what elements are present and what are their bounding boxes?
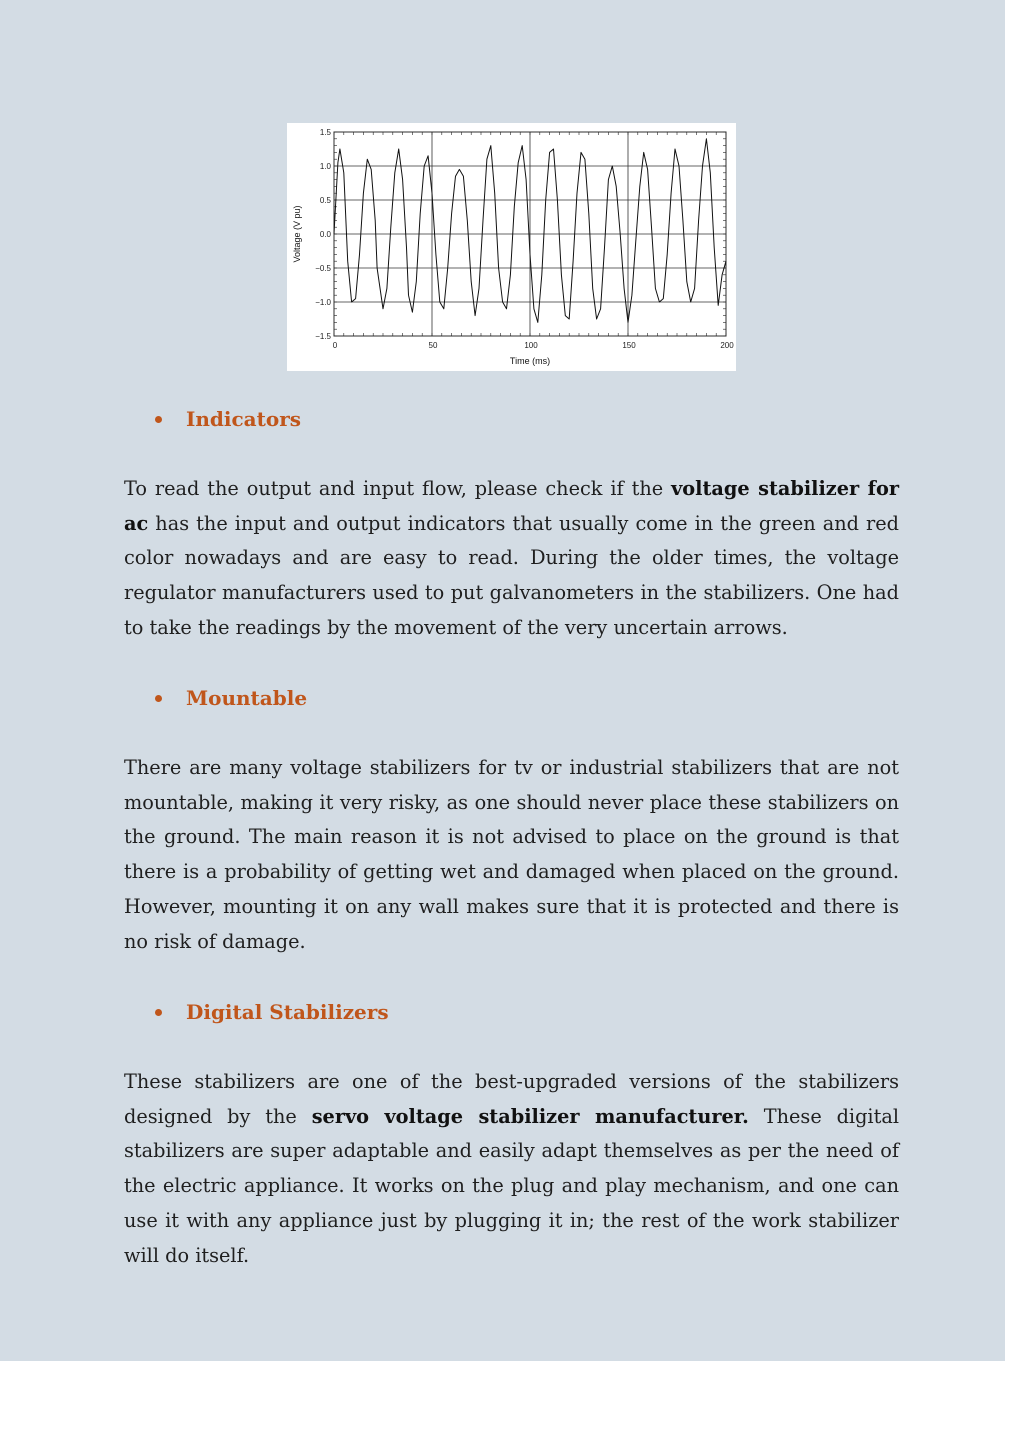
bullet-dot-icon: [155, 695, 162, 702]
y-tick-label: 0.5: [319, 196, 331, 205]
voltage-waveform-figure: [287, 123, 736, 371]
paragraph-mountable: [124, 751, 899, 959]
bullet-dot-icon: [155, 1009, 162, 1016]
bold-keyword: voltage stabilizer for ac: [124, 477, 899, 535]
y-tick-label: 1.5: [319, 128, 331, 137]
bold-keyword: servo voltage stabilizer manufacturer.: [311, 1104, 749, 1128]
paragraph-text: There are many voltage stabilizers for tv or industrial stabilizers that are not mountable, making it very risky, as one should never place these stabilizers on the ground. The main reason it is not advised to place on the ground is that there is a probability of getting wet and damaged when placed on the ground. However, mounting it on any wall makes sure that it is protected and there is no risk of damage.: [124, 756, 899, 953]
y-tick-label: 0.0: [319, 230, 331, 239]
paragraph-text: To read the output and input flow, please check if the: [124, 477, 672, 500]
x-tick-label: 50: [428, 341, 438, 350]
bullet-dot-icon: [155, 416, 162, 423]
paragraph-indicators: [124, 472, 899, 646]
y-tick-label: −1.5: [315, 332, 331, 341]
y-tick-label: −1.0: [315, 298, 331, 307]
paragraph-text: has the input and output indicators that usually come in the green and red color nowadays and are easy to read. During the older times, the voltage regulator manufacturers used to put galvanometers in the stabilizers. One had to take the readings by the movement of the very uncertain arrows.: [124, 511, 899, 639]
heading-mountable-label: Mountable: [186, 686, 308, 710]
voltage-waveform-chart: [287, 123, 736, 371]
heading-digital-stabilizers-label: Digital Stabilizers: [186, 1000, 389, 1024]
heading-digital-stabilizers: [155, 999, 389, 1025]
y-tick-label: −0.5: [315, 264, 331, 273]
paragraph-text: These stabilizers are one of the best-upgraded versions of the stabilizers designed by the: [124, 1070, 899, 1128]
x-axis-label: Time (ms): [509, 356, 551, 366]
paragraph-digital-stabilizers: [124, 1065, 899, 1273]
heading-indicators-label: Indicators: [186, 407, 301, 431]
x-tick-label: 150: [622, 341, 636, 350]
heading-mountable: [155, 685, 307, 711]
x-tick-label: 200: [720, 341, 734, 350]
heading-indicators: [155, 406, 301, 432]
y-tick-label: 1.0: [319, 162, 331, 171]
x-tick-label: 100: [524, 341, 538, 350]
paragraph-text: These digital stabilizers are super adaptable and easily adapt themselves as per the need of the electric appliance. It works on the plug and play mechanism, and one can use it with any appliance just by plugging it in; the rest of the work stabilizer will do itself.: [124, 1104, 900, 1267]
x-tick-label: 0: [332, 341, 338, 350]
y-axis-label: Voltage (V pu): [292, 205, 302, 263]
